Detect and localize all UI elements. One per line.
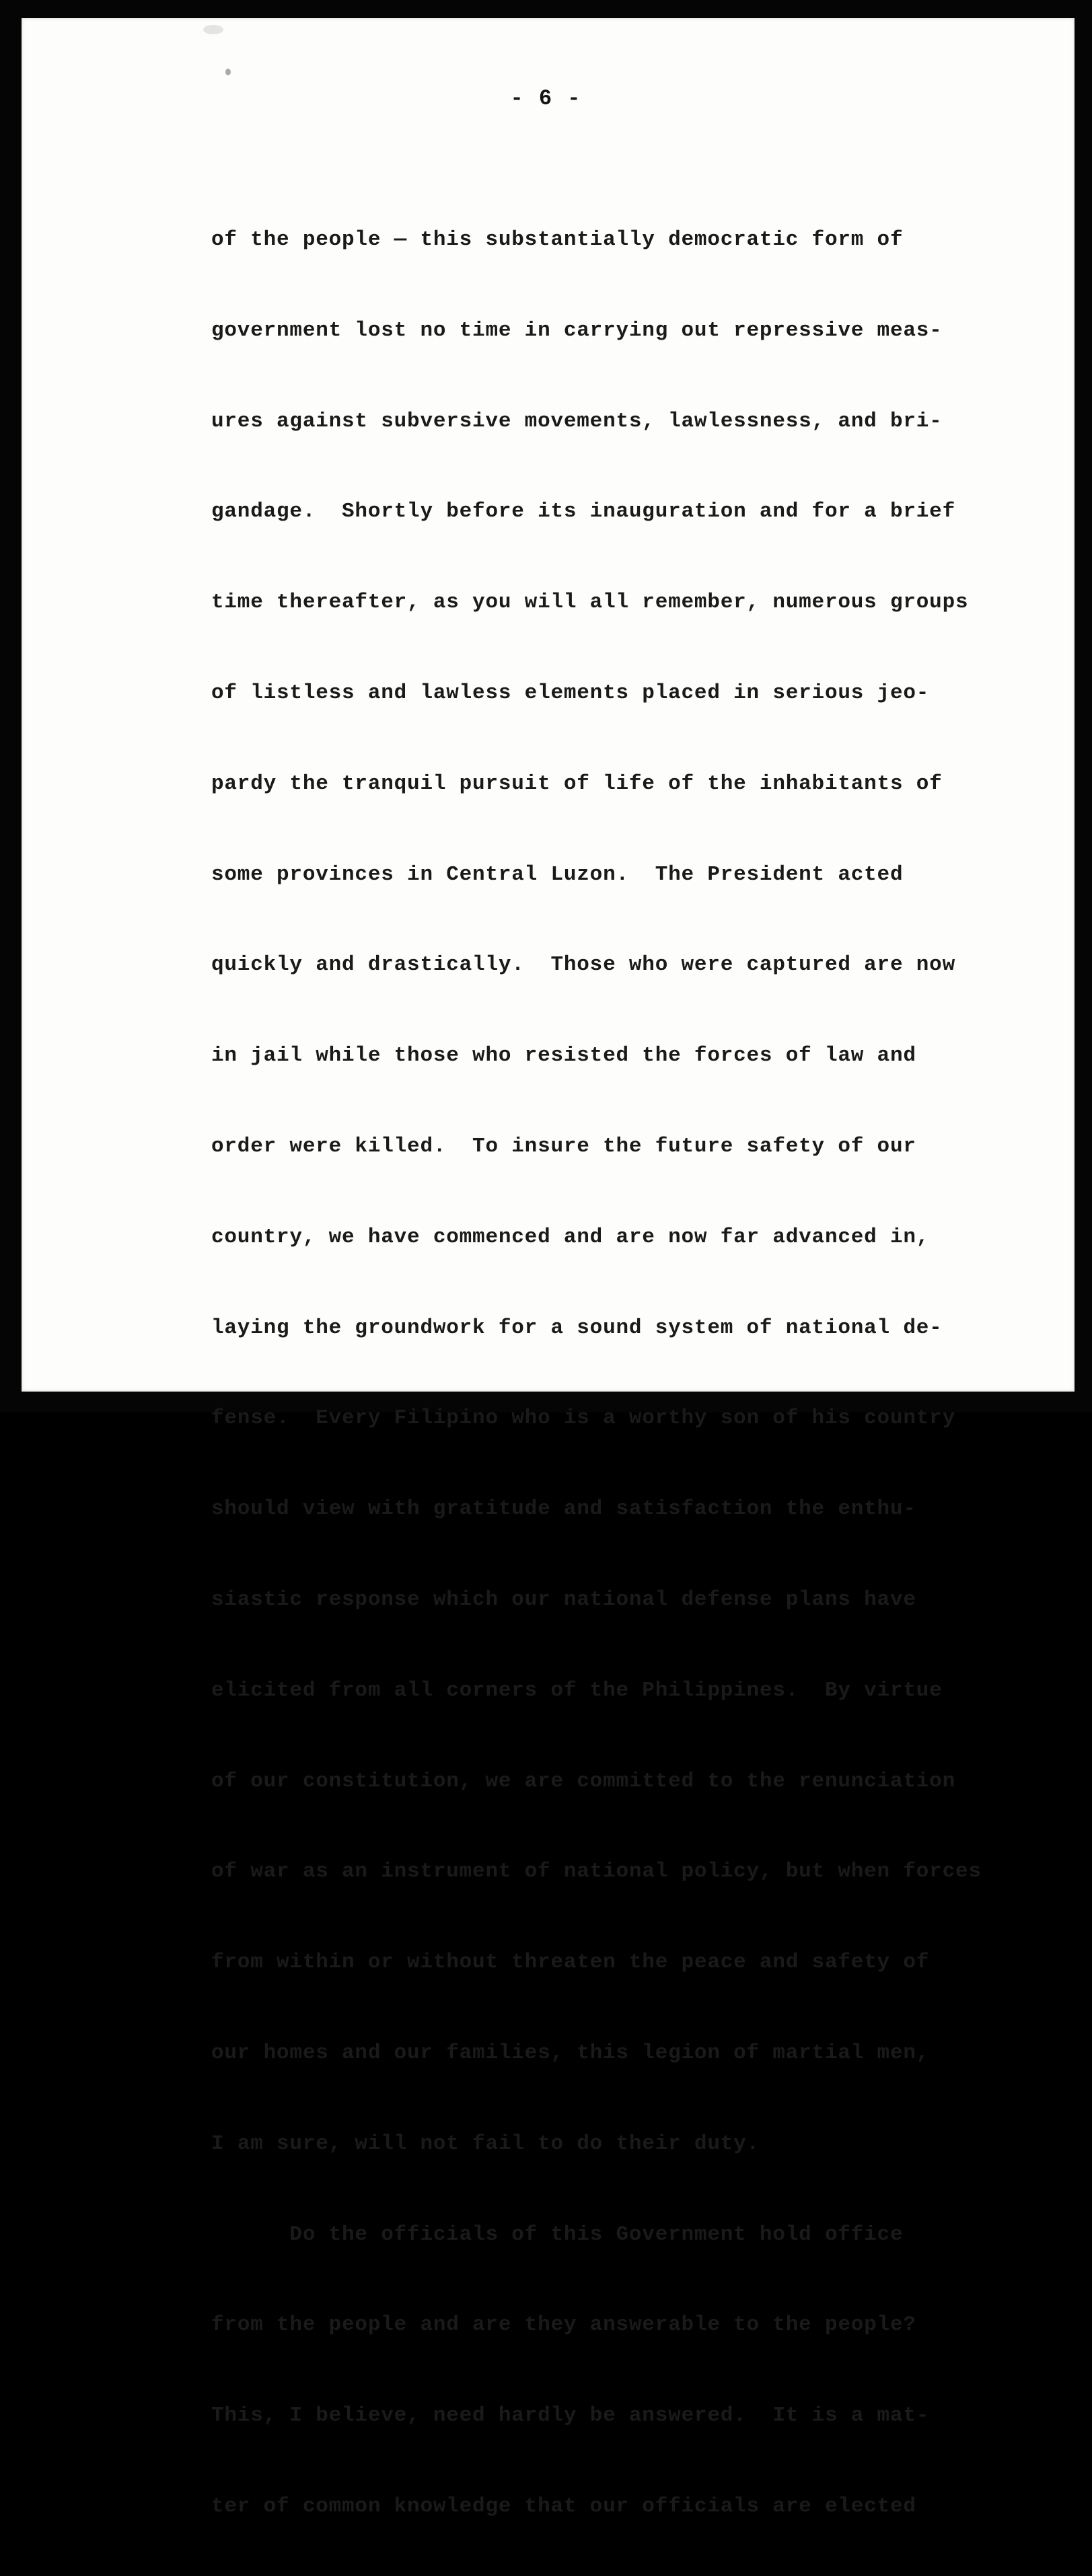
- text-line: of our constitution, we are committed to the renunciation: [211, 1769, 955, 1793]
- text-line: of listless and lawless elements placed in serious jeo-: [211, 681, 930, 705]
- ink-speck: [203, 25, 223, 34]
- text-line: gandage. Shortly before its inauguration and for a brief: [211, 500, 955, 524]
- text-line: siastic response which our national defense plans have: [211, 1587, 916, 1612]
- text-line: from within or without threaten the peace and safety of: [211, 1950, 930, 1975]
- text-line: order were killed. To insure the future safety of our: [211, 1134, 916, 1158]
- text-line: some provinces in Central Luzon. The President acted: [211, 862, 904, 886]
- text-line: from the people and are they answerable to the people?: [211, 2313, 916, 2337]
- text-line: I am sure, will not fail to do their duty.: [211, 2131, 760, 2156]
- document-body: [211, 172, 1005, 2576]
- text-line: government lost no time in carrying out repressive meas-: [211, 318, 943, 342]
- text-line: of war as an instrument of national policy, but when forces: [211, 1860, 982, 1884]
- text-line: in jail while those who resisted the forces of law and: [211, 1044, 916, 1068]
- text-line: pardy the tranquil pursuit of life of the inhabitants of: [211, 771, 943, 796]
- page-number: - 6 -: [510, 86, 582, 111]
- text-line: of the people — this substantially democratic form of: [211, 228, 904, 252]
- text-line: time thereafter, as you will all remember, numerous groups: [211, 591, 969, 615]
- text-line: fense. Every Filipino who is a worthy son of his country: [211, 1406, 955, 1431]
- text-line: Do the officials of this Government hold office: [211, 2222, 904, 2246]
- text-line: should view with gratitude and satisfaction the enthu-: [211, 1497, 916, 1521]
- text-line: This, I believe, need hardly be answered. It is a mat-: [211, 2404, 930, 2428]
- text-line: laying the groundwork for a sound system of national de-: [211, 1316, 943, 1340]
- text-line: quickly and drastically. Those who were captured are now: [211, 953, 955, 977]
- text-line: ures against subversive movements, lawlessness, and bri-: [211, 409, 943, 433]
- text-line: country, we have commenced and are now far advanced in,: [211, 1225, 930, 1249]
- text-line: our homes and our families, this legion of martial men,: [211, 2041, 930, 2065]
- text-line: ter of common knowledge that our officials are elected: [211, 2494, 916, 2518]
- text-line: elicited from all corners of the Philippines. By virtue: [211, 1678, 943, 1702]
- ink-speck: [225, 69, 231, 75]
